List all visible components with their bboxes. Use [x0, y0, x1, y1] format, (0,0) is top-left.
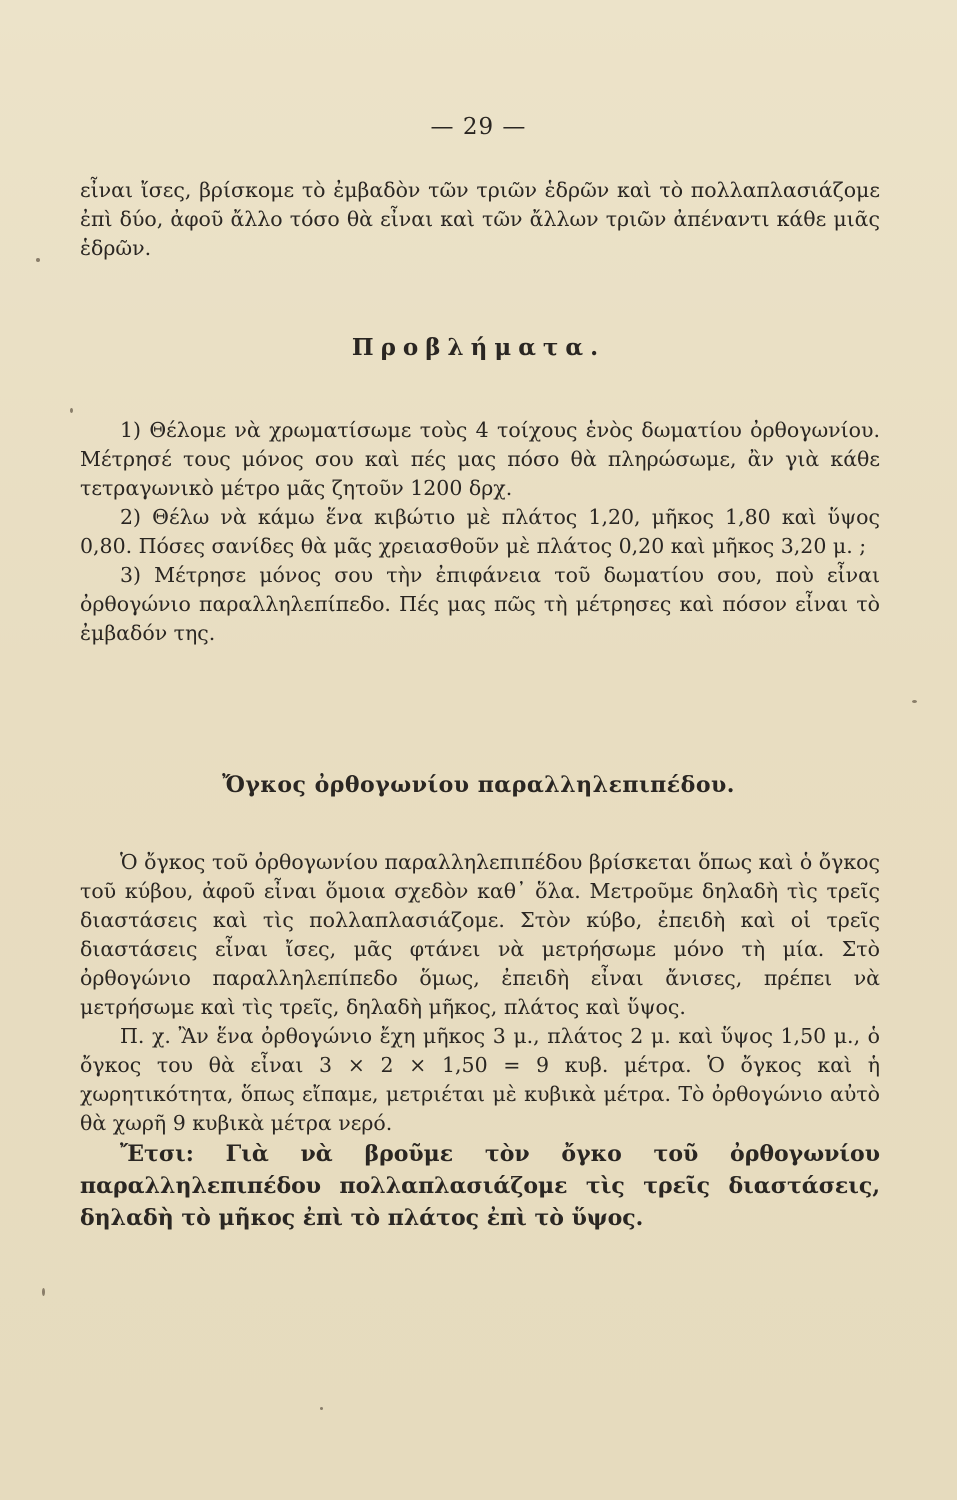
volume-section-heading: Ὄγκος ὀρθογωνίου παραλληλεπιπέδου.	[222, 772, 735, 798]
page-number: — 29 —	[430, 114, 527, 140]
volume-rule: Ἔτσι: Γιὰ νὰ βροῦμε τὸν ὄγκο τοῦ ὀρθογωνίου παραλληλεπιπέδου πολλαπλασιάζομε τὶς τρεῖς διαστάσεις, δηλαδὴ τὸ μῆκος ἐπὶ τὸ πλάτος ἐπὶ τὸ ὕψος.	[80, 1141, 880, 1231]
intro-paragraph-block	[80, 176, 880, 263]
volume-section-body	[80, 848, 880, 1234]
volume-paragraph-1: Ὁ ὄγκος τοῦ ὀρθογωνίου παραλληλεπιπέδου βρίσκεται ὅπως καὶ ὁ ὄγκος τοῦ κύβου, ἀφοῦ εἶναι ὅμοια σχεδὸν καθ᾽ ὅλα. Μετροῦμε δηλαδὴ τὶς τρεῖς διαστάσεις καὶ τὶς πολλαπλασιάζομε. Στὸν κύβο, ἐπειδὴ καὶ οἱ τρεῖς διαστάσεις εἶναι ἴσες, μᾶς φτάνει νὰ μετρήσωμε μόνο τὴ μία. Στὸ ὀρθογώνιο παραλληλεπίπεδο ὅμως, ἐπειδὴ εἶναι ἄνισες, πρέπει νὰ μετρήσωμε καὶ τὶς τρεῖς, δηλαδὴ μῆκος, πλάτος καὶ ὕψος.	[80, 850, 880, 1019]
problem-item-1: 1) Θέλομε νὰ χρωματίσωμε τοὺς 4 τοίχους ἑνὸς δωματίου ὀρθογωνίου. Μέτρησέ τους μόνος σου καὶ πές μας πόσο θὰ πληρώσωμε, ἂν γιὰ κάθε τετραγωνικὸ μέτρο μᾶς ζητοῦν 1200 δρχ.	[80, 418, 880, 500]
problems-list	[80, 416, 880, 648]
intro-paragraph: εἶναι ἴσες, βρίσκομε τὸ ἐμβαδὸν τῶν τριῶν ἑδρῶν καὶ τὸ πολλαπλασιάζομε ἐπὶ δύο, ἀφοῦ ἄλλο τόσο θὰ εἶναι καὶ τῶν ἄλλων τριῶν ἀπέναντι κάθε μιᾶς ἑδρῶν.	[80, 178, 880, 260]
problem-item-3: 3) Μέτρησε μόνος σου τὴν ἐπιφάνεια τοῦ δωματίου σου, ποὺ εἶναι ὀρθογώνιο παραλληλεπίπεδο. Πές μας πῶς τὴ μέτρησες καὶ πόσον εἶναι τὸ ἐμβαδόν της.	[80, 563, 880, 645]
volume-paragraph-2: Π. χ. Ἂν ἕνα ὀρθογώνιο ἔχη μῆκος 3 μ., πλάτος 2 μ. καὶ ὕψος 1,50 μ., ὁ ὄγκος του θὰ εἶναι 3 × 2 × 1,50 = 9 κυβ. μέτρα. Ὁ ὄγκος καὶ ἡ χωρητικότητα, ὅπως εἴπαμε, μετριέται μὲ κυβικὰ μέτρα. Τὸ ὀρθογώνιο αὐτὸ θὰ χωρῆ 9 κυβικὰ μέτρα νερό.	[80, 1024, 880, 1135]
problems-heading: Προβλήματα.	[351, 334, 606, 361]
problem-item-2: 2) Θέλω νὰ κάμω ἕνα κιβώτιο μὲ πλάτος 1,20, μῆκος 1,80 καὶ ὕψος 0,80. Πόσες σανίδες θὰ μᾶς χρειασθοῦν μὲ πλάτος 0,20 καὶ μῆκος 3,20 μ. ;	[80, 505, 880, 558]
